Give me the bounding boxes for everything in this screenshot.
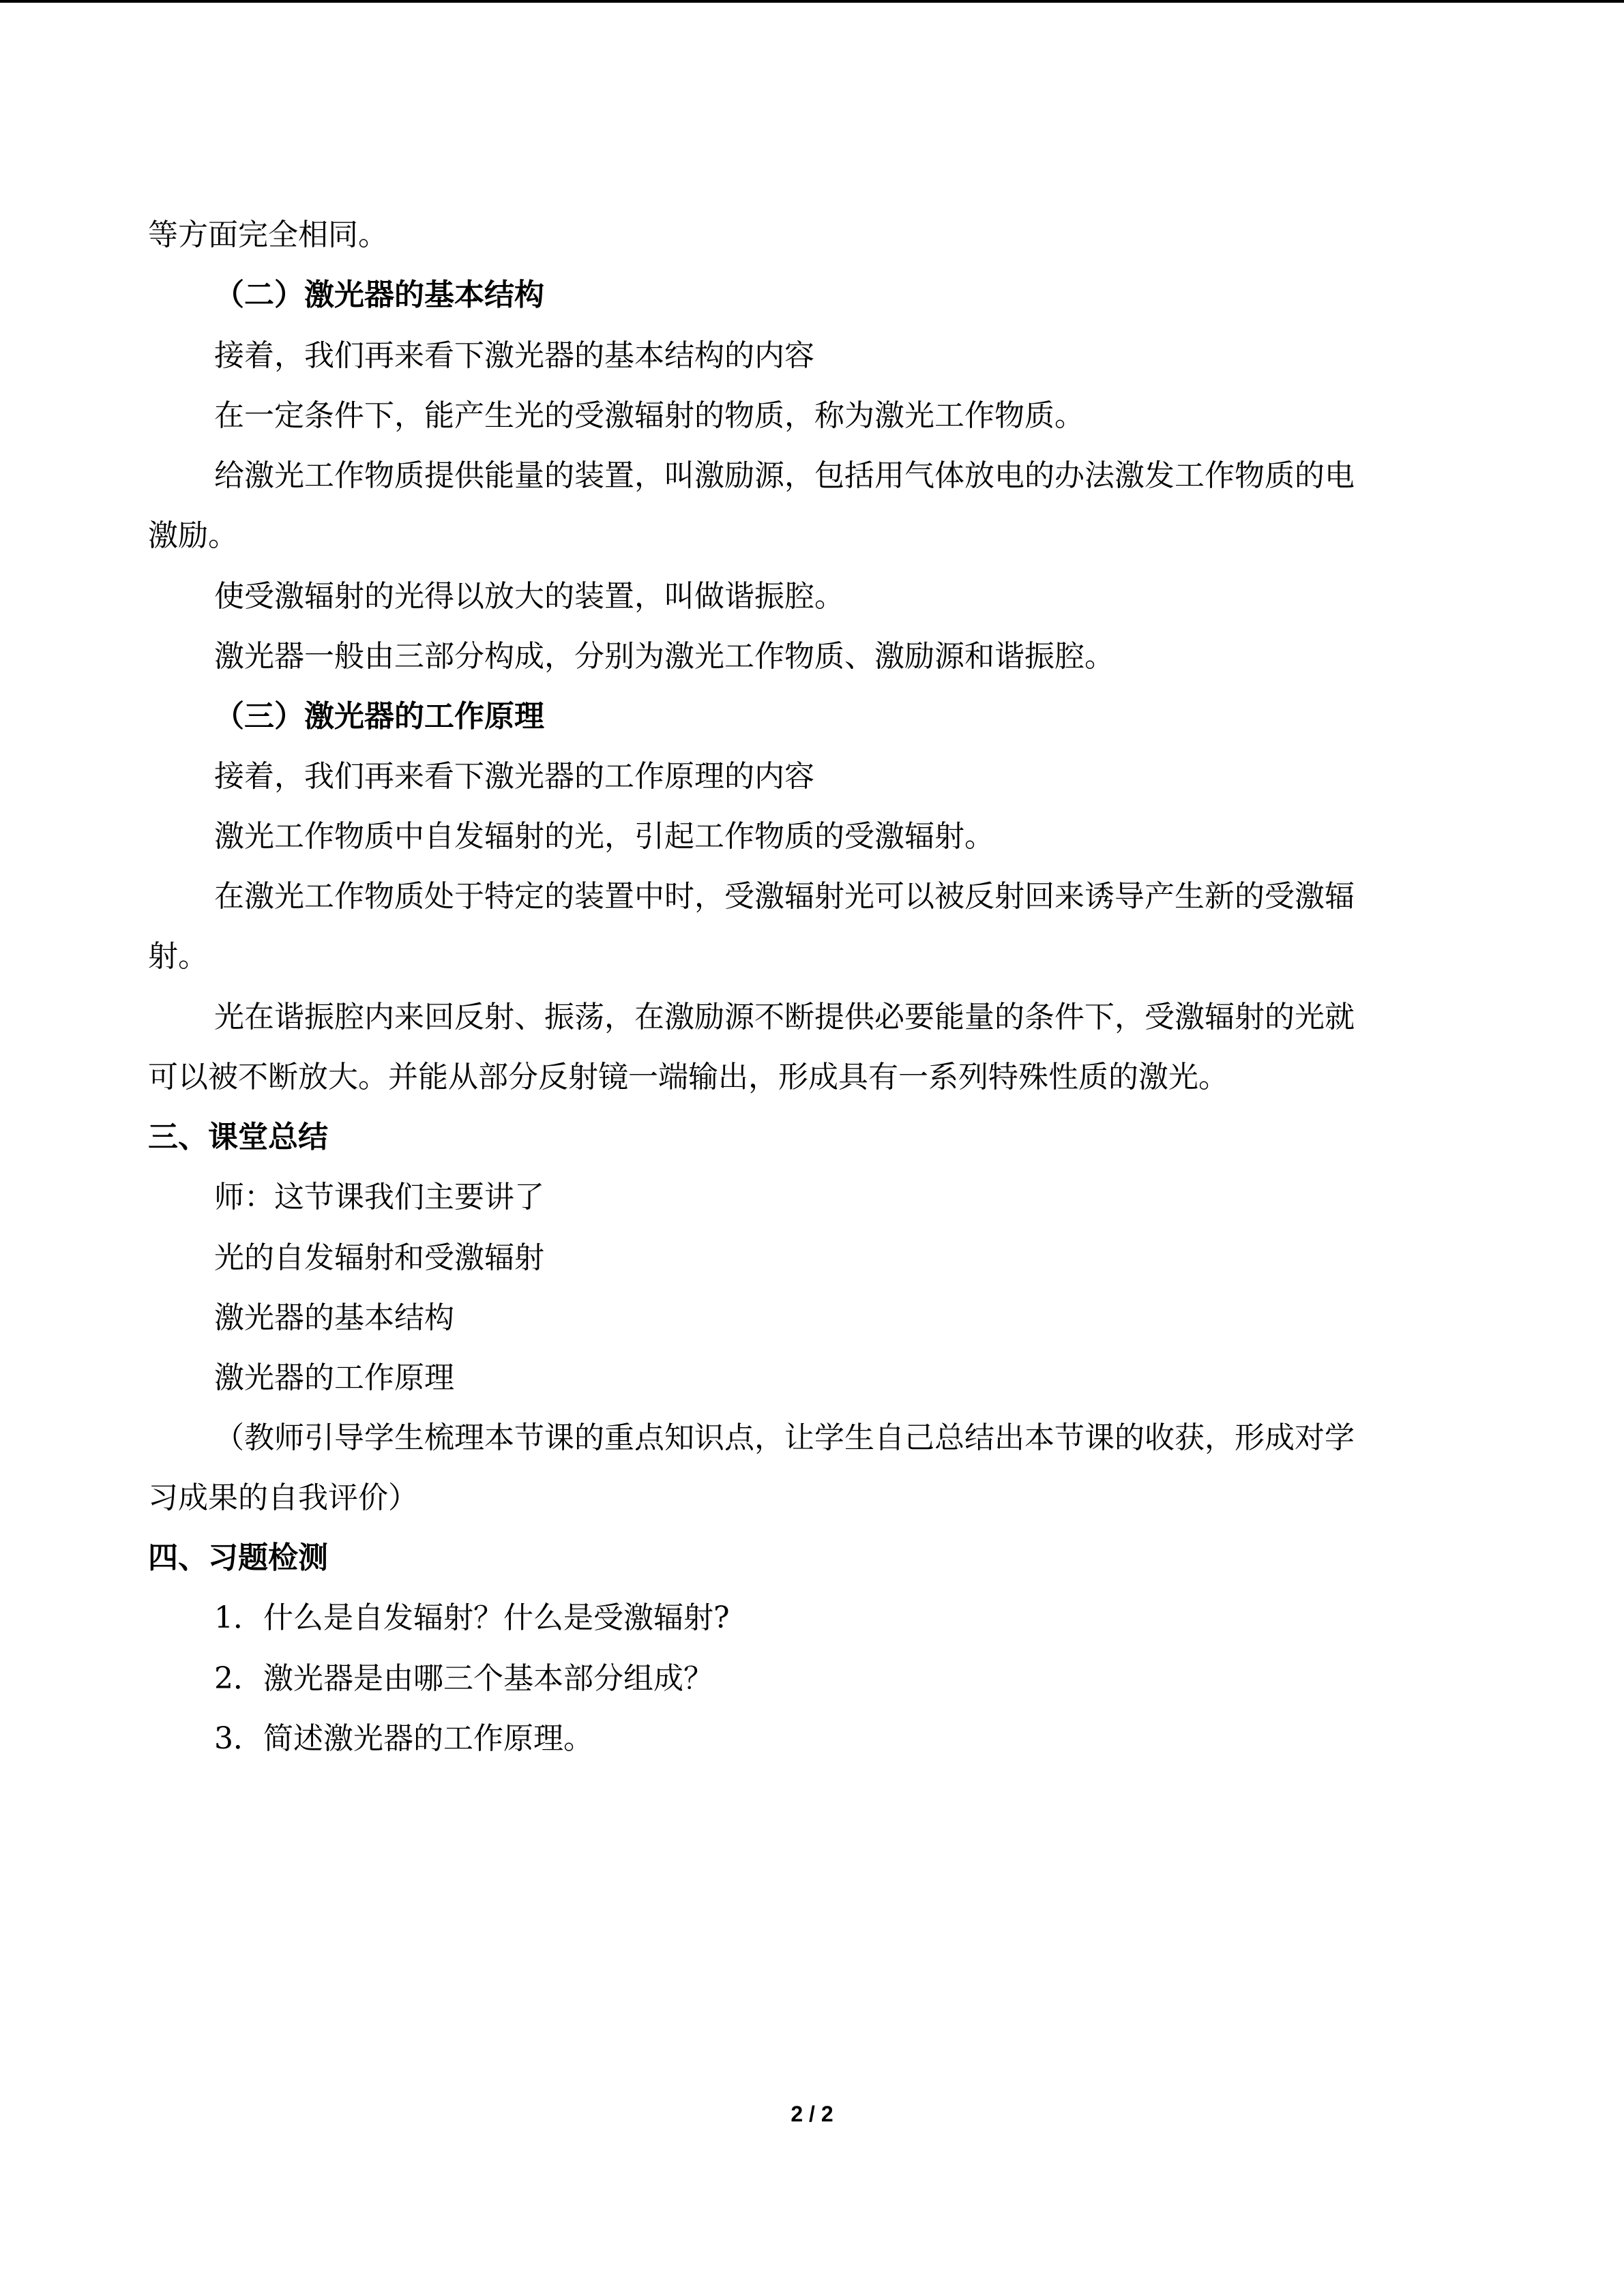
paragraph-oscillation-cont: 可以被不断放大。并能从部分反射镜一端输出，形成具有一系列特殊性质的激光。 xyxy=(148,1060,1228,1094)
paragraph-pump-source-cont: 激励。 xyxy=(148,518,238,553)
heading-summary: 三、课堂总结 xyxy=(148,1120,328,1154)
paragraph-resonator: 使受激辐射的光得以放大的装置，叫做谐振腔。 xyxy=(214,579,844,614)
paragraph-intro-principle: 接着，我们再来看下激光器的工作原理的内容 xyxy=(214,759,814,794)
paragraph-feedback-cont: 射。 xyxy=(148,939,208,974)
summary-item-1: 光的自发辐射和受激辐射 xyxy=(214,1240,544,1275)
paragraph-teacher: 师：这节课我们主要讲了 xyxy=(214,1180,544,1214)
paragraph-intro-structure: 接着，我们再来看下激光器的基本结构的内容 xyxy=(214,338,814,373)
summary-item-3: 激光器的工作原理 xyxy=(214,1360,454,1395)
subheading-working-principle: （三）激光器的工作原理 xyxy=(214,699,544,734)
exercise-item-3: 3．简述激光器的工作原理。 xyxy=(214,1721,593,1756)
paragraph-feedback: 在激光工作物质处于特定的装置中时，受激辐射光可以被反射回来诱导产生新的受激辐 xyxy=(214,879,1355,914)
exercise-item-2: 2．激光器是由哪三个基本部分组成？ xyxy=(214,1661,713,1696)
paragraph-pump-source: 给激光工作物质提供能量的装置，叫激励源，包括用气体放电的办法激发工作物质的电 xyxy=(214,458,1355,493)
paragraph-continuation: 等方面完全相同。 xyxy=(148,218,388,252)
subheading-basic-structure: （二）激光器的基本结构 xyxy=(214,278,544,312)
summary-item-2: 激光器的基本结构 xyxy=(214,1300,454,1335)
page-number: 2 / 2 xyxy=(791,2102,833,2126)
paragraph-teacher-guidance-cont: 习成果的自我评价） xyxy=(148,1480,418,1515)
top-border xyxy=(0,0,1624,3)
paragraph-spontaneous: 激光工作物质中自发辐射的光，引起工作物质的受激辐射。 xyxy=(214,819,994,854)
paragraph-teacher-guidance: （教师引导学生梳理本节课的重点知识点，让学生自己总结出本节课的收获，形成对学 xyxy=(214,1420,1355,1455)
paragraph-three-parts: 激光器一般由三部分构成，分别为激光工作物质、激励源和谐振腔。 xyxy=(214,639,1114,674)
paragraph-working-medium: 在一定条件下，能产生光的受激辐射的物质，称为激光工作物质。 xyxy=(214,398,1084,433)
exercise-item-1: 1．什么是自发辐射？什么是受激辐射? xyxy=(214,1600,730,1635)
paragraph-oscillation: 光在谐振腔内来回反射、振荡，在激励源不断提供必要能量的条件下，受激辐射的光就 xyxy=(214,1000,1355,1034)
heading-exercises: 四、习题检测 xyxy=(148,1540,328,1575)
